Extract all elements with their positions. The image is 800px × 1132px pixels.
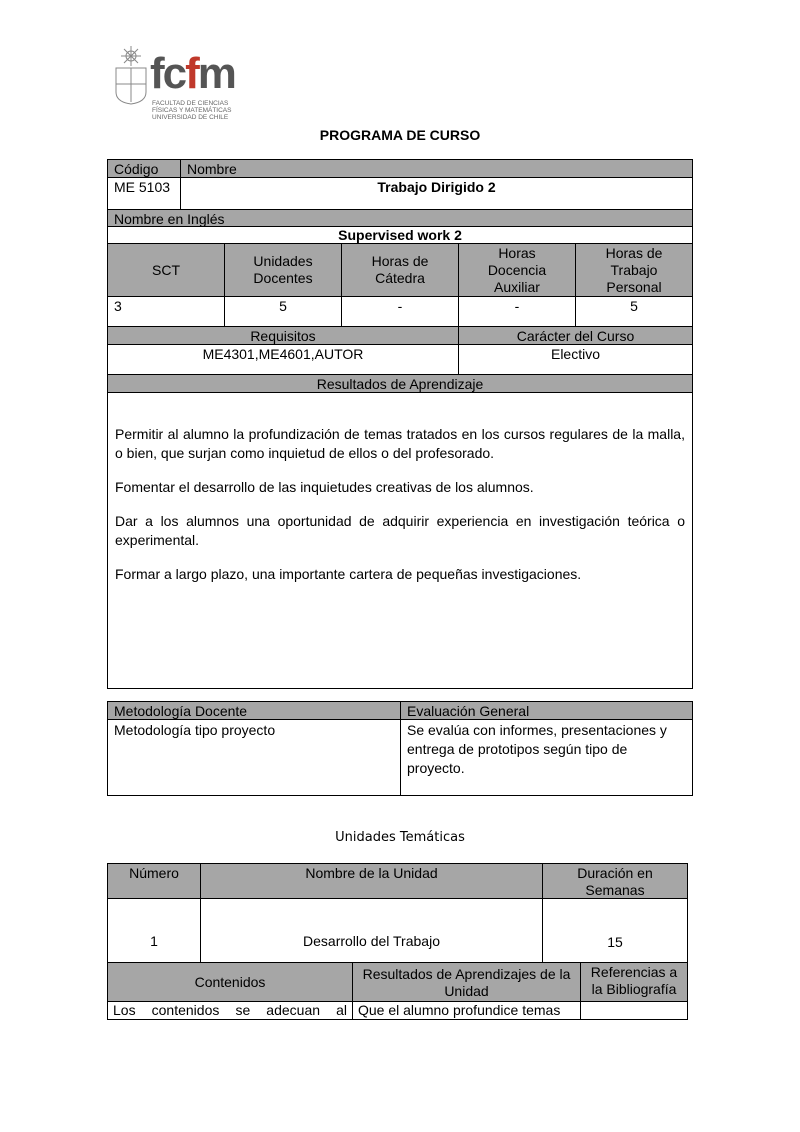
- horas-catedra-value: -: [341, 296, 459, 327]
- university-seal-icon: [112, 46, 150, 106]
- requisitos-label: Requisitos: [107, 326, 459, 345]
- referencias-value: [580, 1001, 688, 1020]
- logo-subtitle: [152, 100, 231, 121]
- metodologia-value: Metodología tipo proyecto: [107, 719, 401, 796]
- resultados-box: [107, 392, 693, 689]
- evaluacion-value: Se evalúa con informes, presentaciones y entrega de prototipos según tipo de proyecto.: [400, 719, 693, 796]
- resultados-label: [107, 374, 693, 393]
- contenidos-value: Los contenidos se adecuan al: [107, 1001, 353, 1020]
- unidades-docentes-header: Unidades Docentes: [224, 243, 342, 297]
- contenidos-header: Contenidos: [107, 962, 353, 1002]
- horas-personal-header: Horas de Trabajo Personal: [575, 243, 693, 297]
- requisitos-value: ME4301,ME4601,AUTOR: [107, 344, 459, 375]
- resultado-paragraph: Permitir al alumno la profundización de temas tratados en los cursos regulares de la malla, o bien, que surjan como inquietud de ellos o del profesorado.: [115, 426, 685, 461]
- evaluacion-label: Evaluación General: [400, 701, 693, 720]
- nombre-value: Trabajo Dirigido 2: [180, 177, 693, 210]
- unidades-docentes-value: 5: [224, 296, 342, 327]
- numero-value: 1: [107, 898, 201, 963]
- logo-subtitle-line: UNIVERSIDAD DE CHILE: [152, 114, 229, 121]
- duracion-value: 15: [542, 898, 688, 963]
- metodologia-label: Metodología Docente: [107, 701, 401, 720]
- caracter-value: Electivo: [458, 344, 693, 375]
- logo-wordmark: fcfm: [150, 49, 235, 98]
- resultado-paragraph: Fomentar el desarrollo de las inquietudes creativas de los alumnos.: [115, 479, 534, 495]
- duracion-header: Duración en Semanas: [542, 863, 688, 899]
- page-title: PROGRAMA DE CURSO: [319, 127, 481, 143]
- resultados-unidad-value: Que el alumno profundice temas: [352, 1001, 581, 1020]
- unidades-title: Unidades Temáticas: [335, 830, 465, 845]
- nombre-unidad-header: Nombre de la Unidad: [200, 863, 543, 899]
- sct-header: SCT: [107, 243, 225, 297]
- horas-personal-value: 5: [575, 296, 693, 327]
- nombre-unidad-value: Desarrollo del Trabajo: [200, 898, 543, 963]
- horas-auxiliar-value: -: [458, 296, 576, 327]
- numero-header: Número: [107, 863, 201, 899]
- caracter-label: Carácter del Curso: [458, 326, 693, 345]
- resultado-paragraph: Dar a los alumnos una oportunidad de adquirir experiencia en investigación teórica o experimental.: [115, 513, 685, 548]
- resultado-paragraph: Formar a largo plazo, una importante cartera de pequeñas investigaciones.: [115, 566, 582, 582]
- nombre-label: Nombre: [180, 159, 693, 178]
- horas-auxiliar-header: Horas Docencia Auxiliar: [458, 243, 576, 297]
- codigo-label: Código: [107, 159, 181, 178]
- referencias-header: Referencias a la Bibliografía: [580, 962, 688, 1002]
- resultados-unidad-header: Resultados de Aprendizajes de la Unidad: [352, 962, 581, 1002]
- sct-value: 3: [107, 296, 225, 327]
- logo-subtitle-line: FÍSICAS Y MATEMÁTICAS: [152, 107, 232, 114]
- ingles-value: Supervised work 2: [107, 226, 693, 244]
- ingles-label: Nombre en Inglés: [107, 209, 693, 227]
- resultados-label-text: Resultados de Aprendizaje: [316, 376, 484, 392]
- horas-catedra-header: Horas de Cátedra: [341, 243, 459, 297]
- fcfm-logo: [112, 44, 242, 130]
- codigo-value: ME 5103: [107, 177, 181, 210]
- logo-subtitle-line: FACULTAD DE CIENCIAS: [152, 100, 229, 107]
